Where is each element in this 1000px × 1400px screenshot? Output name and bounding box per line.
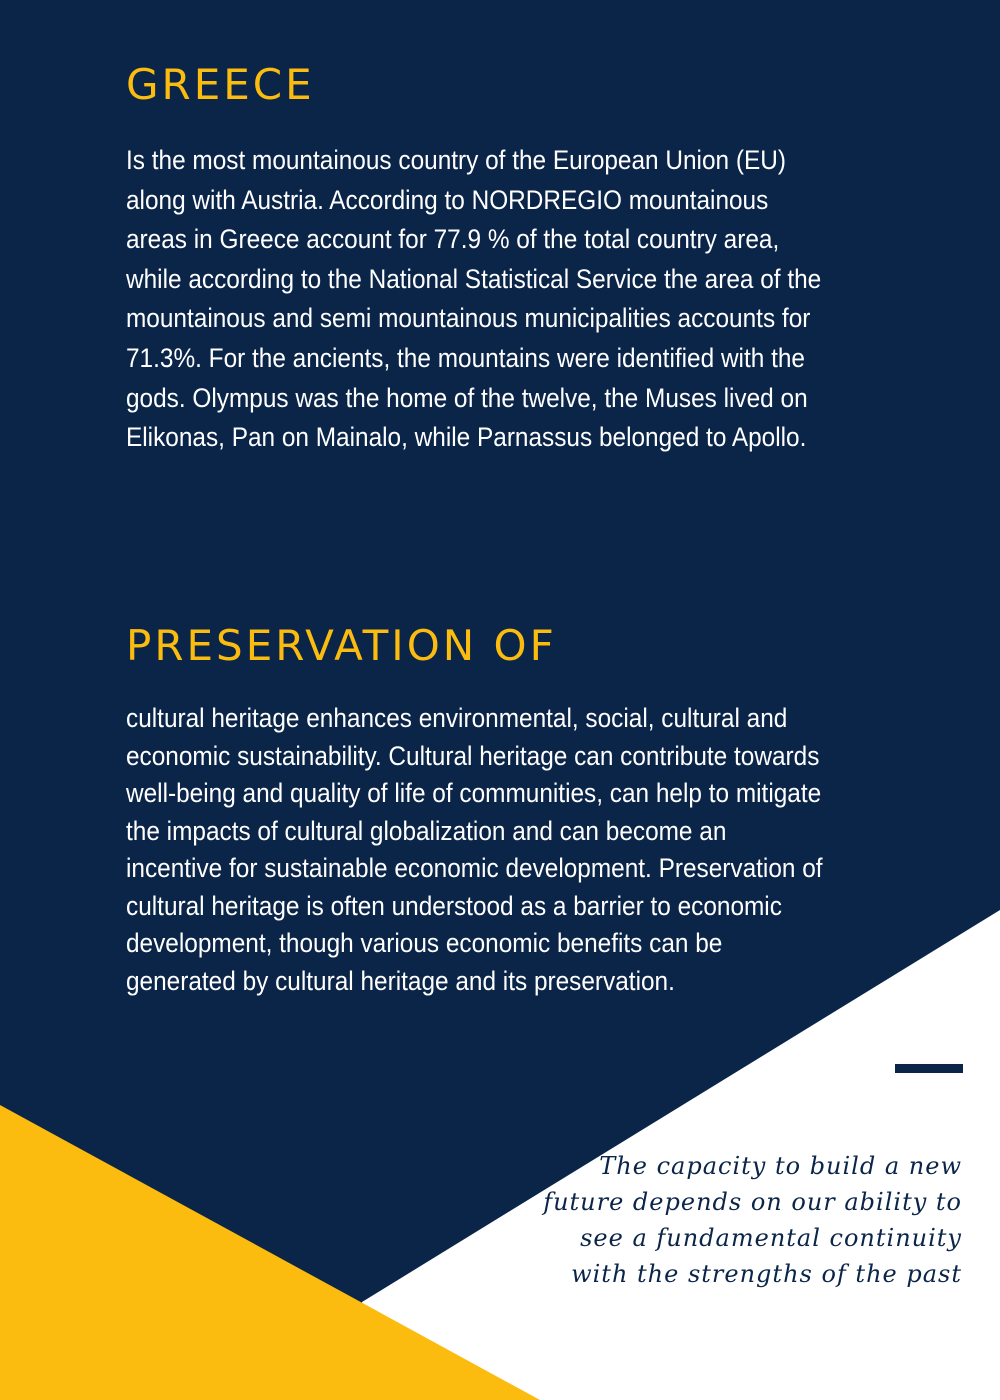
heading-greece: GREECE bbox=[126, 60, 315, 109]
decorative-dash bbox=[895, 1064, 963, 1073]
paragraph-greece: Is the most mountainous country of the European Union (EU) along with Austria. According to NORDREGIO mountainous areas in Greece account for 77.9 % of the total country area, while according to the National Statistical Service the area of the mountainous and semi mountainous municipalities accounts for 71.3%. For the ancients, the mountains were identified with the gods. Olympus was the home of the twelve, the Muses lived on Elikonas, Pan on Mainalo, while Parnassus belonged to Apollo. bbox=[126, 145, 822, 453]
quote-text: The capacity to build a new future depends on our ability to see a fundamental continuity with the strengths of the past bbox=[543, 1152, 962, 1288]
heading-preservation: PRESERVATION OF bbox=[126, 621, 557, 670]
paragraph-preservation: cultural heritage enhances environmental, social, cultural and economic sustainability. Cultural heritage can contribute towards well-being and quality of life of communities, can help to mitigate the impacts of cultural globalization and can become an incentive for sustainable economic development. Preservation of cultural heritage is often understood as a barrier to economic development, though various economic benefits can be generated by cultural heritage and its preservation. bbox=[126, 703, 823, 996]
